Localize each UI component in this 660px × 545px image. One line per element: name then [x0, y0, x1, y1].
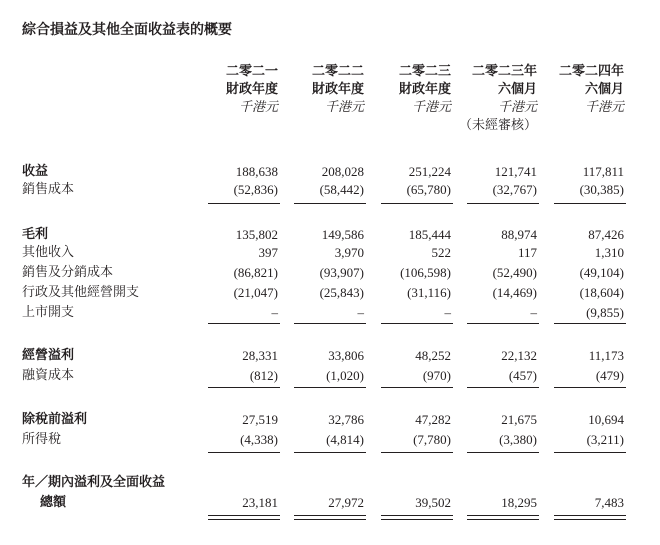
column-header-line2: 財政年度 [398, 82, 451, 97]
table-cell: (31,116) [407, 285, 451, 300]
row-label: 毛利 [22, 227, 49, 242]
table-cell: (52,490) [492, 265, 537, 280]
table-cell: 48,252 [415, 348, 451, 363]
table-cell: 208,028 [321, 164, 364, 179]
column-header-line2: 財政年度 [225, 82, 278, 97]
table-cell: (21,047) [233, 285, 278, 300]
total-double-rule [208, 515, 280, 520]
table-cell: 117 [517, 245, 537, 260]
row-label: 行政及其他經營開支 [22, 285, 140, 300]
subtotal-rule [294, 323, 366, 324]
table-cell: 117,811 [582, 164, 624, 179]
table-cell: (4,814) [326, 432, 364, 447]
subtotal-rule [467, 452, 539, 453]
table-cell: 522 [431, 245, 451, 260]
table-cell: (479) [595, 368, 624, 383]
subtotal-rule [381, 203, 453, 204]
row-label: 銷售成本 [22, 182, 75, 197]
column-note: （未經審核） [458, 118, 537, 133]
row-label: 所得稅 [22, 432, 62, 447]
column-header [371, 63, 451, 117]
column-header [457, 63, 537, 135]
column-header-line1: 二零二三年 [471, 64, 537, 79]
table-cell: 1,310 [594, 245, 624, 260]
table-cell: – [444, 305, 451, 320]
total-double-rule [381, 515, 453, 520]
total-label-line2: 總額 [40, 495, 67, 510]
total-cell: 23,181 [242, 495, 278, 510]
table-cell: 397 [258, 245, 278, 260]
table-cell: (65,780) [406, 182, 451, 197]
table-cell: (4,338) [240, 432, 278, 447]
column-unit: 千港元 [584, 100, 624, 115]
column-header-line2: 六個月 [584, 82, 624, 97]
table-cell: 3,970 [334, 245, 364, 260]
table-cell: (30,385) [579, 182, 624, 197]
subtotal-rule [294, 387, 366, 388]
subtotal-rule [208, 323, 280, 324]
subtotal-rule [381, 387, 453, 388]
subtotal-rule [294, 203, 366, 204]
table-cell: (3,380) [499, 432, 537, 447]
subtotal-rule [554, 323, 626, 324]
table-cell: 10,694 [588, 412, 624, 427]
table-cell: (86,821) [233, 265, 278, 280]
table-cell: 185,444 [408, 227, 451, 242]
total-double-rule [467, 515, 539, 520]
table-cell: 121,741 [494, 164, 537, 179]
subtotal-rule [554, 203, 626, 204]
table-cell: – [271, 305, 278, 320]
table-cell: (1,020) [326, 368, 364, 383]
table-cell: 88,974 [501, 227, 537, 242]
column-header-line1: 二零二一 [225, 64, 278, 79]
column-header [284, 63, 364, 117]
column-unit: 千港元 [324, 100, 364, 115]
column-unit: 千港元 [411, 100, 451, 115]
table-cell: 87,426 [588, 227, 624, 242]
subtotal-rule [554, 387, 626, 388]
total-cell: 39,502 [415, 495, 451, 510]
table-cell: (9,855) [586, 305, 624, 320]
table-cell: (14,469) [492, 285, 537, 300]
total-double-rule [554, 515, 626, 520]
table-cell: 11,173 [588, 348, 624, 363]
column-header-line1: 二零二四年 [558, 64, 624, 79]
column-header [544, 63, 624, 117]
table-cell: (106,598) [400, 265, 451, 280]
column-header [198, 63, 278, 117]
table-cell: (32,767) [492, 182, 537, 197]
subtotal-rule [467, 203, 539, 204]
table-cell: (49,104) [579, 265, 624, 280]
table-cell: (18,604) [579, 285, 624, 300]
subtotal-rule [208, 452, 280, 453]
total-cell: 27,972 [328, 495, 364, 510]
column-unit: 千港元 [238, 100, 278, 115]
column-unit: 千港元 [497, 100, 537, 115]
table-cell: 251,224 [408, 164, 451, 179]
table-cell: 47,282 [415, 412, 451, 427]
table-cell: (58,442) [319, 182, 364, 197]
table-cell: 22,132 [501, 348, 537, 363]
total-label-line1: 年／期內溢利及全面收益 [22, 475, 166, 490]
table-cell: 188,638 [235, 164, 278, 179]
table-cell: (970) [422, 368, 451, 383]
row-label: 其他收入 [22, 245, 75, 260]
subtotal-rule [294, 452, 366, 453]
subtotal-rule [208, 203, 280, 204]
row-label: 除稅前溢利 [22, 412, 88, 427]
subtotal-rule [554, 452, 626, 453]
subtotal-rule [381, 452, 453, 453]
table-cell: (7,780) [413, 432, 451, 447]
table-cell: (457) [508, 368, 537, 383]
table-cell: – [530, 305, 537, 320]
total-cell: 18,295 [501, 495, 537, 510]
table-cell: 21,675 [501, 412, 537, 427]
row-label: 收益 [22, 164, 49, 179]
table-cell: 135,802 [235, 227, 278, 242]
page-title: 綜合損益及其他全面收益表的概要 [22, 22, 232, 38]
column-header-line2: 財政年度 [311, 82, 364, 97]
subtotal-rule [467, 323, 539, 324]
column-header-line1: 二零二二 [311, 64, 364, 79]
subtotal-rule [208, 387, 280, 388]
total-double-rule [294, 515, 366, 520]
table-cell: 27,519 [242, 412, 278, 427]
table-cell: 149,586 [321, 227, 364, 242]
table-cell: 33,806 [328, 348, 364, 363]
table-cell: – [357, 305, 364, 320]
table-cell: (812) [249, 368, 278, 383]
subtotal-rule [381, 323, 453, 324]
column-header-line1: 二零二三 [398, 64, 451, 79]
column-header-line2: 六個月 [497, 82, 537, 97]
table-cell: (25,843) [319, 285, 364, 300]
table-cell: (52,836) [233, 182, 278, 197]
row-label: 上市開支 [22, 305, 75, 320]
table-cell: (3,211) [586, 432, 624, 447]
row-label: 經營溢利 [22, 348, 75, 363]
subtotal-rule [467, 387, 539, 388]
total-cell: 7,483 [594, 495, 624, 510]
table-cell: 32,786 [328, 412, 364, 427]
table-cell: (93,907) [319, 265, 364, 280]
row-label: 融資成本 [22, 368, 75, 383]
table-cell: 28,331 [242, 348, 278, 363]
row-label: 銷售及分銷成本 [22, 265, 114, 280]
